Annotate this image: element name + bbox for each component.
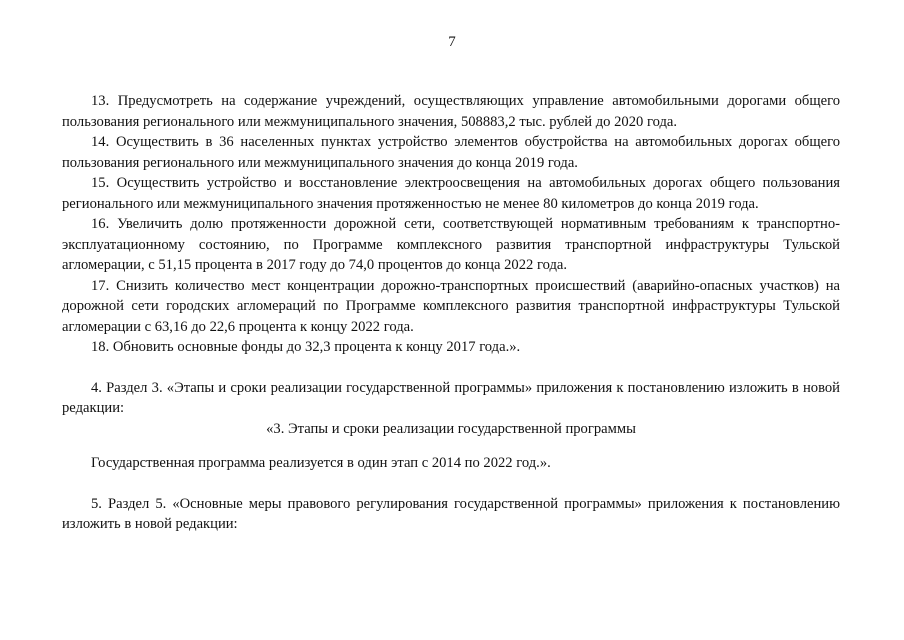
paragraph-18: 18. Обновить основные фонды до 32,3 процента к концу 2017 года.».: [91, 339, 521, 355]
amendment-item-4: 4. Раздел 3. «Этапы и сроки реализации государственной программы» приложения к постановлению изложить в новой редакции:: [62, 379, 840, 416]
paragraph-15: 15. Осуществить устройство и восстановление электроосвещения на автомобильных дорогах общего пользования регионального или межмуниципального значения протяженностью не менее 80 километров до конца 2019 года.: [62, 175, 840, 212]
amendment-item-5: 5. Раздел 5. «Основные меры правового регулирования государственной программы» приложения к постановлению изложить в новой редакции:: [62, 495, 840, 532]
paragraph-13: 13. Предусмотреть на содержание учреждений, осуществляющих управление автомобильными дорогами общего пользования регионального или межмуниципального значения, 508883,2 тыс. рублей до 2020 года.: [62, 93, 840, 130]
paragraph-14: 14. Осуществить в 36 населенных пунктах устройство элементов обустройства на автомобильных дорогах общего пользования регионального или межмуниципального значения до конца 2019 года.: [62, 134, 840, 171]
section-text: Государственная программа реализуется в один этап с 2014 по 2022 год.».: [91, 455, 551, 471]
page-number: 7: [448, 34, 456, 50]
paragraph-17: 17. Снизить количество мест концентрации дорожно-транспортных происшествий (аварийно-опасных участков) на дорожной сети городских агломераций по Программе комплексного развития транспортной инфраструктуры Тульской агломерации с 63,16 до 22,6 процента к концу 2022 года.: [62, 277, 840, 335]
document-body: [62, 91, 840, 535]
paragraph-16: 16. Увеличить долю протяженности дорожной сети, соответствующей нормативным требованиям к транспортно-эксплуатационному состоянию, по Программе комплексного развития транспортной инфраструктуры Тульской агломерации, с 51,15 процента в 2017 году до 74,0 процентов до конца 2022 года.: [62, 216, 840, 273]
section-heading: «3. Этапы и сроки реализации государственной программы: [266, 420, 636, 437]
